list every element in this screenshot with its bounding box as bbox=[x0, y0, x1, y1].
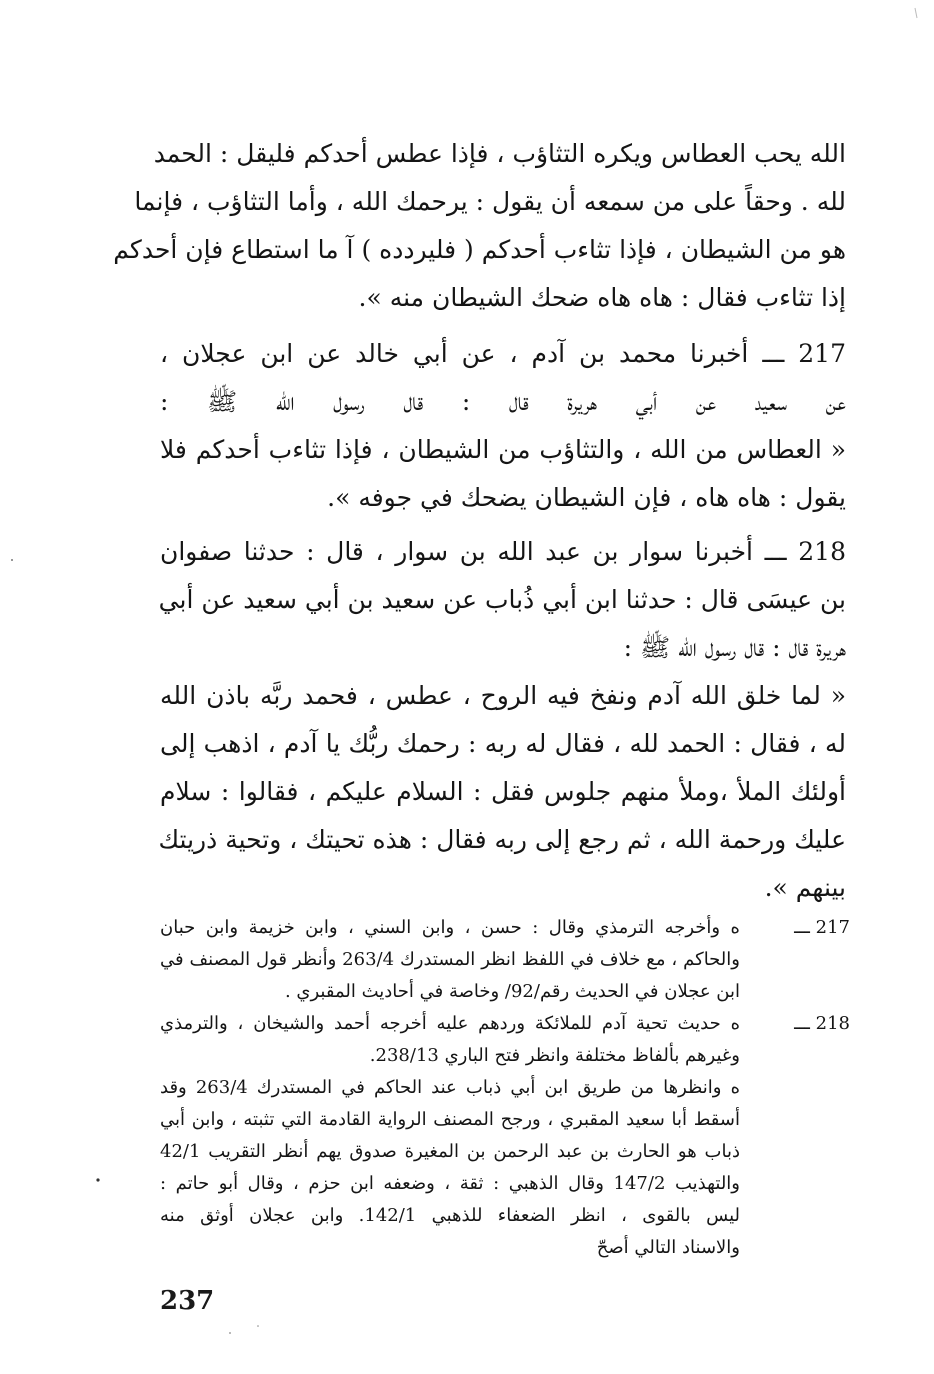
text-line: الله يحب العطاس ويكره التثاؤب ، فإذا عطس أحدكم فليقل : الحمد bbox=[153, 139, 846, 168]
footnote-line: أسقط أبا سعيد المقبري ، ورجح المصنف الرواية القادمة التي تثبته ، وابن أبي bbox=[160, 1109, 740, 1130]
page-number: 237 bbox=[160, 1286, 215, 1316]
text-line: لله . وحقاً على من سمعه أن يقول : يرحمك الله ، وأما التثاؤب ، فإنما bbox=[134, 187, 846, 216]
text-line: عليك ورحمة الله ، ثم رجع إلى ربه فقال : هذه تحيتك ، وتحية ذريتك bbox=[158, 825, 846, 854]
text-line: هو من الشيطان ، فإذا تثاءب أحدكم ( فليردده ) آ ما استطاع فإن أحدكم bbox=[113, 235, 846, 264]
footnote-line: والتهذيب 147/2 وقال الذهبي : ثقة ، وضعفه ابن حزم ، وقال أبو حاتم : bbox=[160, 1173, 740, 1194]
scan-speck bbox=[96, 1178, 99, 1181]
text-line: بن عيسَى قال : حدثنا ابن أبي ذُباب عن سعيد بن أبي سعيد عن أبي bbox=[158, 585, 846, 614]
footnote-number: 217 ـــ bbox=[794, 917, 850, 938]
text-line: له ، فقال : الحمد لله ، فقال له ربه : رحمك ربُّك يا آدم ، اذهب إلى bbox=[160, 729, 846, 758]
text-line: بينهم ». bbox=[764, 873, 846, 902]
text-line: 218 ـــ أخبرنا سوار بن عبد الله بن سوار ، قال : حدثنا صفوان bbox=[160, 537, 846, 566]
scan-speck bbox=[229, 1332, 231, 1334]
footnote-line: ه حديث تحية آدم للملائكة وردهم عليه أخرجه أحمد والشيخان ، والترمذي bbox=[160, 1013, 740, 1034]
scan-mark bbox=[915, 8, 917, 18]
footnote-line: ذباب هو الحارث بن عبد الرحمن بن المغيرة صدوق يهم أنظر التقريب 42/1 bbox=[160, 1141, 740, 1162]
footnote-line: والحاكم ، مع خلاف في اللفظ انظر المستدرك 263/4 وأنظر قول المصنف في bbox=[160, 949, 740, 970]
text-line: هريرة قال : قال رسول الله ﷺ : bbox=[623, 633, 846, 662]
footnote-line: ه وأخرجه الترمذي وقال : حسن ، وابن السني ، وابن خزيمة وابن حبان bbox=[160, 917, 740, 938]
footnote-line: والاسناد التالي أصحّ bbox=[596, 1237, 740, 1258]
footnote-line: وغيرهم بألفاظ مختلفة وانظر فتح الباري 238/13. bbox=[369, 1045, 740, 1066]
footnote-line: ابن عجلان في الحديث رقم/92/ وخاصة في أحاديث المقبري . bbox=[284, 981, 740, 1002]
footnote-line: ليس بالقوى ، انظر الضعفاء للذهبي 142/1. وابن عجلان أوثق منه bbox=[160, 1205, 740, 1226]
text-line: إذا تثاءب فقال : هاه هاه ضحك الشيطان منه ». bbox=[358, 283, 846, 312]
scan-speck bbox=[257, 1325, 259, 1327]
footnote-number: 218 ـــ bbox=[794, 1013, 850, 1034]
text-line: أولئك الملأ ،وملأ منهم جلوس فقل : السلام عليكم ، فقالوا : سلام bbox=[160, 777, 846, 806]
text-line: يقول : هاه هاه ، فإن الشيطان يضحك في جوفه ». bbox=[327, 483, 846, 512]
text-line: « لما خلق الله آدم ونفخ فيه الروح ، عطس ، فحمد ربَّه باذن الله bbox=[160, 681, 846, 710]
text-line: عن سعيد عن أبي هريرة قال : قال رسول الله ﷺ : bbox=[160, 387, 846, 416]
footnote-line: ه وانظرها من طريق ابن أبي ذباب عند الحاكم في المستدرك 263/4 وقد bbox=[160, 1077, 741, 1098]
text-line: 217 ـــ أخبرنا محمد بن آدم ، عن أبي خالد عن ابن عجلان ، bbox=[160, 339, 846, 368]
scan-speck bbox=[11, 559, 13, 561]
text-line: « العطاس من الله ، والتثاؤب من الشيطان ، فإذا تثاءب أحدكم فلا bbox=[160, 435, 846, 464]
